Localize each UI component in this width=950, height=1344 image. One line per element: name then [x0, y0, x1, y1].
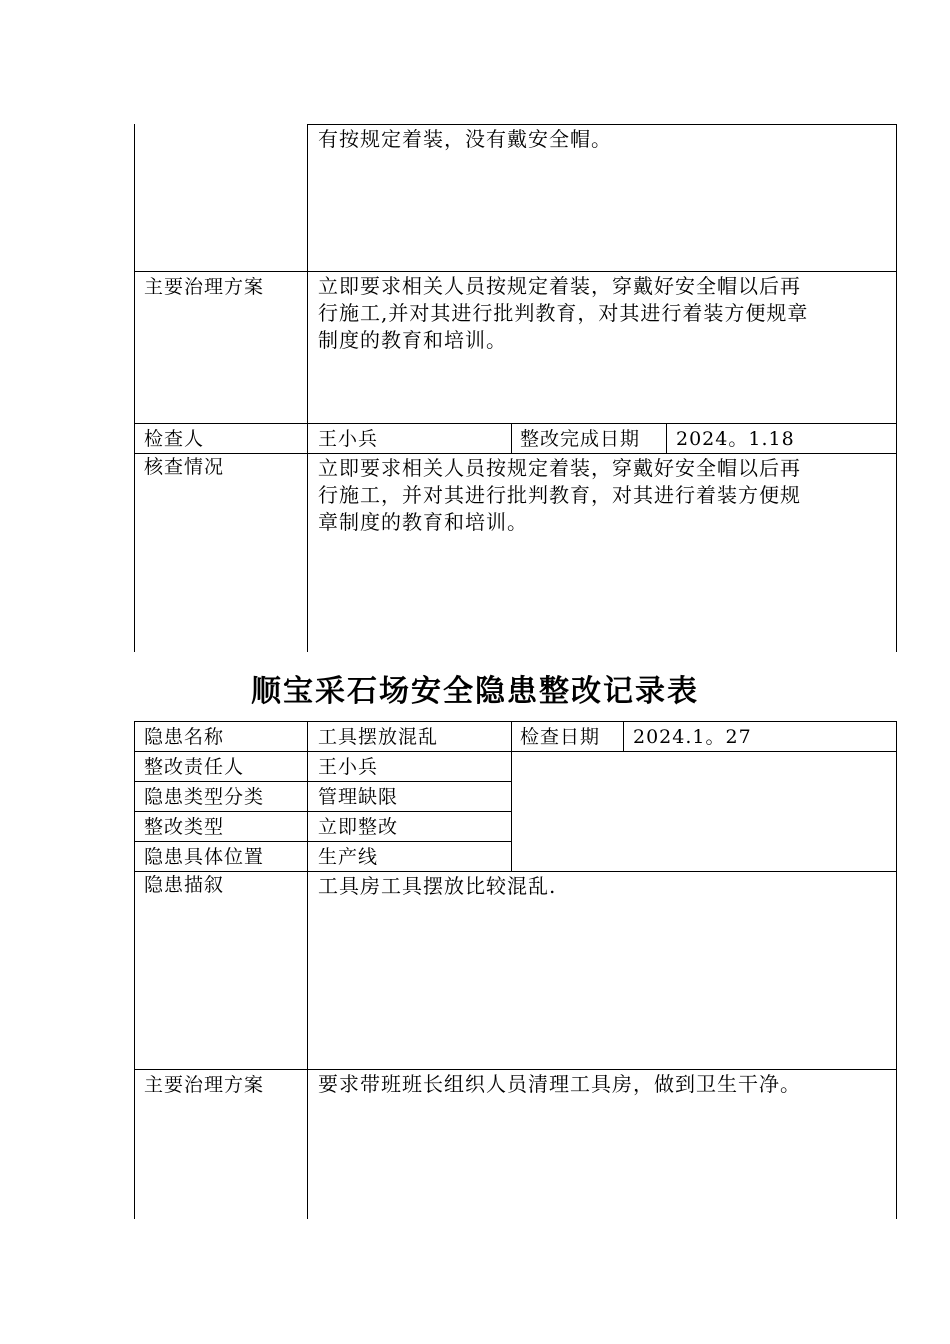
hazard-type-value: 管理缺限 [318, 786, 399, 808]
table-line [307, 721, 308, 1219]
table-line [134, 811, 511, 812]
plan-label-2: 主要治理方案 [144, 1074, 265, 1096]
table-line [134, 841, 511, 842]
table-line [896, 721, 897, 1219]
plan-text: 立即要求相关人员按规定着装，穿戴好安全帽以后再 行施工,并对其进行批判教育，对其进行着装方便规章 制度的教育和培训。 [318, 274, 809, 352]
completion-date-label: 整改完成日期 [520, 428, 641, 450]
hazard-description-tail: 有按规定着装，没有戴安全帽。 [318, 127, 612, 151]
table-line [134, 453, 897, 454]
table-line [134, 124, 135, 652]
table-line [896, 124, 897, 652]
check-date-value: 2024.1。27 [633, 726, 752, 748]
location-label: 隐患具体位置 [144, 846, 265, 868]
review-text: 立即要求相关人员按规定着装，穿戴好安全帽以后再 行施工，并对其进行批判教育，对其进行着装方便规 章制度的教育和培训。 [318, 456, 801, 534]
table-line [134, 423, 897, 424]
check-date-label: 检查日期 [520, 726, 601, 748]
description-label: 隐患描叙 [144, 874, 225, 896]
table-line [134, 271, 897, 272]
responsible-value: 王小兵 [318, 756, 379, 778]
review-label: 核查情况 [144, 456, 225, 478]
rectify-type-label: 整改类型 [144, 816, 225, 838]
table-line [134, 781, 511, 782]
page-title: 顺宝采石场安全隐患整改记录表 [251, 674, 699, 709]
table-line [134, 1069, 897, 1070]
table-line [307, 124, 308, 652]
table-line [134, 721, 897, 722]
plan-text-2: 要求带班班长组织人员清理工具房，做到卫生干净。 [318, 1072, 801, 1096]
hazard-type-label: 隐患类型分类 [144, 786, 265, 808]
inspector-value: 王小兵 [318, 428, 379, 450]
table-line [307, 124, 897, 125]
responsible-label: 整改责任人 [144, 756, 245, 778]
description-text: 工具房工具摆放比较混乱. [318, 874, 557, 898]
plan-label: 主要治理方案 [144, 276, 265, 298]
table-line [511, 721, 512, 871]
hazard-name-label: 隐患名称 [144, 726, 225, 748]
location-value: 生产线 [318, 846, 379, 868]
table-line [134, 721, 135, 1219]
inspector-label: 检查人 [144, 428, 205, 450]
table-line [134, 871, 897, 872]
hazard-name-value: 工具摆放混乱 [318, 726, 439, 748]
rectify-type-value: 立即整改 [318, 816, 399, 838]
completion-date-value: 2024。1.18 [676, 428, 795, 450]
table-line [511, 423, 512, 453]
table-line [134, 751, 897, 752]
table-line [666, 423, 667, 453]
table-line [623, 721, 624, 751]
